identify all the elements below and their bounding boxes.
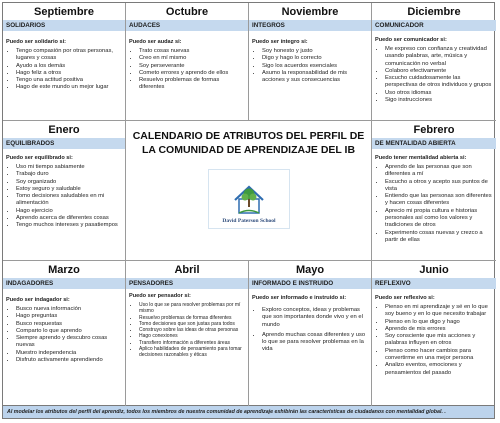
trait-label: DE MENTALIDAD ABIERTA (372, 138, 496, 149)
list-item: • Hago de este mundo un mejor lugar (16, 84, 122, 91)
month-name: Mayo (295, 264, 325, 276)
trait-intro: Puedo ser equilibrado si: (6, 155, 73, 161)
trait-list (252, 307, 368, 354)
list-item: • Soy organizado (16, 179, 122, 186)
month-cell-enero (3, 121, 126, 261)
month-name: Enero (48, 124, 80, 136)
month-name: Abril (174, 264, 200, 276)
list-item: • Trabajo duro (16, 171, 122, 178)
list-item: • Tengo una actitud positiva (16, 77, 122, 84)
month-name: Febrero (413, 124, 455, 136)
list-item: • Aprendo de las personas que son diferentes a mí (385, 164, 493, 179)
trait-label: INDAGADORES (3, 278, 125, 289)
list-item: • Aprendo de mis errores (385, 326, 493, 333)
list-item: • Resuelvo problemas de formas diferentes (139, 77, 245, 92)
trait-label: PENSADORES (126, 278, 248, 289)
list-item: • Hago conexiones (139, 333, 245, 339)
house-tree-icon (209, 170, 289, 220)
month-cell-junio (372, 261, 496, 407)
trait-label: COMUNICADOR (372, 20, 496, 31)
trait-intro: Puedo ser solidario si: (6, 39, 66, 45)
list-item: • Soy honesto y justo (262, 48, 368, 55)
month-name: Junio (419, 264, 449, 276)
month-cell-septiembre (3, 3, 126, 121)
list-item: • Comparto lo que aprendo (16, 328, 122, 335)
list-item: • Experimento cosas nuevas y crezco a partir de ellas (385, 230, 493, 245)
month-cell-abril (126, 261, 249, 407)
trait-list (6, 48, 122, 92)
list-item: • Uso mi tiempo sabiamente (16, 164, 122, 171)
trait-list (375, 164, 493, 244)
list-item: • Soy consciente que mis acciones y palabras influyen en otros (385, 333, 493, 348)
list-item: • Entiendo que las personas son diferentes y hacen cosas diferentes (385, 193, 493, 208)
list-item: • Estoy seguro y saludable (16, 186, 122, 193)
list-item: • Aprendo muchas cosas diferentes y uso lo que se para resolver problemas en la vida (262, 332, 368, 354)
list-item: • Colaboro efectivamente (385, 68, 493, 75)
list-item: • Muestro independencia (16, 350, 122, 357)
trait-list (375, 46, 493, 104)
list-item: • Me expreso con confianza y creatividad usando palabras, arte, música y comunicación no verbal (385, 46, 493, 68)
logo-text: David Paterson School (222, 218, 276, 224)
list-item: • Busco respuestas (16, 321, 122, 328)
list-item: • Aprecio mi propia cultura e historias personales así como los valores y tradiciones de otros (385, 208, 493, 230)
list-item: • Hago ejercicio (16, 208, 122, 215)
trait-list (6, 306, 122, 364)
list-item: • Sigo los acuerdos esenciales (262, 63, 368, 70)
list-item: • Digo y hago lo correcto (262, 55, 368, 62)
page-title: CALENDARIO DE ATRIBUTOS DEL PERFIL DE LA COMUNIDAD DE APRENDIZAJE DEL IB (132, 130, 365, 156)
trait-intro: Puedo ser audaz si: (129, 39, 182, 45)
list-item: • Creo en mí mismo (139, 55, 245, 62)
trait-intro: Puedo ser informado e instruido si: (252, 295, 347, 301)
calendar-center-panel (126, 121, 372, 261)
list-item: • Asumo la responsabilidad de mis acciones y sus consecuencias (262, 70, 368, 85)
trait-intro: Puedo ser pensador si: (129, 293, 191, 299)
list-item: • Soy perseverante (139, 63, 245, 70)
month-name: Octubre (165, 6, 209, 18)
trait-label: SOLIDARIOS (3, 20, 125, 31)
month-cell-octubre (126, 3, 249, 121)
trait-list (6, 164, 122, 230)
trait-label: INFORMADO E INSTRUIDO (249, 278, 371, 289)
month-cell-noviembre (249, 3, 372, 121)
list-item: • Tengo muchos intereses y pasatiempos (16, 222, 122, 229)
list-item: • Uso otros idiomas (385, 90, 493, 97)
trait-intro: Puedo ser reflexivo si: (375, 295, 435, 301)
list-item: • Aprendo acerca de diferentes cosas (16, 215, 122, 222)
list-item: • Escucho cuidadosamente las perspectivas de otros individuos y grupos (385, 75, 493, 90)
trait-list (252, 48, 368, 84)
trait-intro: Puedo tener mentalidad abierta si: (375, 155, 467, 161)
month-cell-mayo (249, 261, 372, 407)
list-item: • Siempre aprendo y descubro cosas nuevas (16, 335, 122, 350)
list-item: • Tomo decisiones saludables en mi alimentación (16, 193, 122, 208)
footer-note: Al modelar los atributos del perfil del aprendiz, todos los miembros de nuestra comunidad de aprendizaje exhibirán las características de ciudadanos con mentalidad global. . (2, 406, 495, 419)
month-cell-marzo (3, 261, 126, 407)
month-cell-diciembre (372, 3, 496, 121)
month-name: Noviembre (281, 6, 339, 18)
list-item: • Busco nueva información (16, 306, 122, 313)
trait-label: EQUILIBRADOS (3, 138, 125, 149)
list-item: • Aplico habilidades de pensamiento para tomar decisiones razonables y éticas (139, 346, 245, 359)
month-name: Marzo (48, 264, 80, 276)
list-item: • Sigo instrucciones (385, 97, 493, 104)
list-item: • Hago preguntas (16, 313, 122, 320)
list-item: • Pienso en lo que digo y hago (385, 319, 493, 326)
list-item: • Resuelvo problemas de formas diferentes (139, 315, 245, 321)
trait-list (375, 304, 493, 377)
list-item: • Pienso en mi aprendizaje y sé en lo que soy bueno y en lo que necesito trabajar (385, 304, 493, 319)
month-cell-febrero (372, 121, 496, 261)
trait-intro: Puedo ser indagador si: (6, 297, 70, 303)
trait-intro: Puedo ser íntegro si: (252, 39, 308, 45)
list-item: • Ayudo a los demás (16, 63, 122, 70)
school-logo (208, 169, 290, 229)
list-item: • Hago feliz a otros (16, 70, 122, 77)
trait-label: REFLEXIVO (372, 278, 496, 289)
list-item: • Trato cosas nuevas (139, 48, 245, 55)
list-item: • Disfruto activamente aprendiendo (16, 357, 122, 364)
month-name: Septiembre (34, 6, 94, 18)
calendar-grid (2, 2, 495, 406)
month-name: Diciembre (407, 6, 461, 18)
trait-intro: Puedo ser comunicador si: (375, 37, 447, 43)
list-item: • Cometo errores y aprendo de ellos (139, 70, 245, 77)
trait-list (129, 48, 245, 92)
list-item: • Tomo decisiones que son justas para todos (139, 321, 245, 327)
list-item: • Construyo sobre las ideas de otras personas (139, 327, 245, 333)
list-item: • Transfiero información a diferentes áreas (139, 340, 245, 346)
trait-label: INTEGROS (249, 20, 371, 31)
list-item: • Tengo compasión por otras personas, lugares y cosas (16, 48, 122, 63)
list-item: • Uso lo que se para resolver problemas por mí mismo (139, 302, 245, 315)
trait-list (129, 302, 245, 359)
trait-label: AUDACES (126, 20, 248, 31)
list-item: • Analizo eventos, emociones y pensamientos del pasado (385, 362, 493, 377)
list-item: • Exploro conceptos, ideas y problemas que son importantes donde vivo y en el mundo (262, 307, 368, 329)
list-item: • Pienso como hacer cambios para convertirme en una mejor persona (385, 348, 493, 363)
list-item: • Escucho a otros y acepto sus puntos de vista (385, 179, 493, 194)
